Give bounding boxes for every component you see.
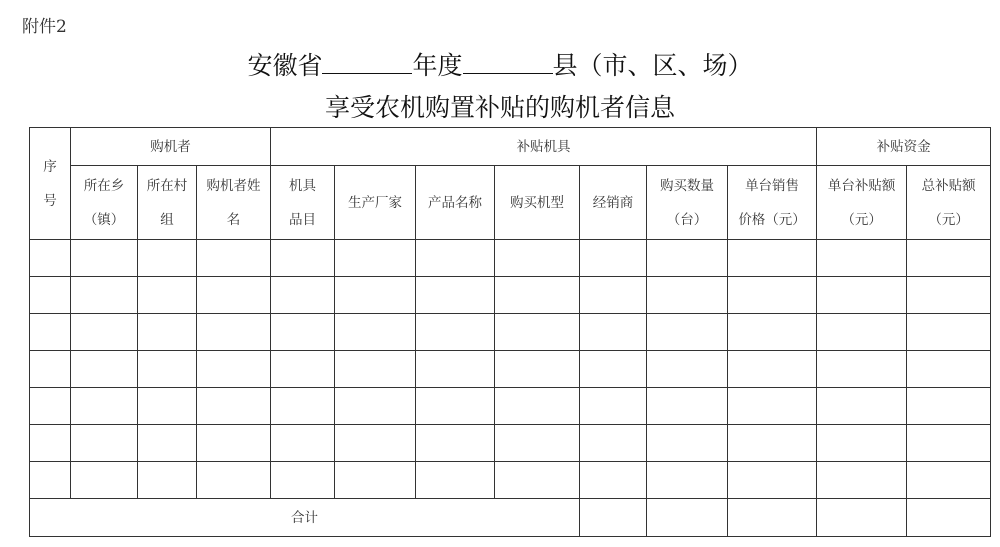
table-cell[interactable]	[580, 425, 647, 462]
table-cell[interactable]	[647, 425, 728, 462]
table-row	[30, 388, 991, 425]
title-blank-year	[322, 49, 412, 74]
table-cell[interactable]	[416, 277, 495, 314]
buyer-info-table	[29, 127, 991, 537]
table-cell[interactable]	[30, 351, 71, 388]
table-cell[interactable]	[580, 277, 647, 314]
header-unit-price: 单台销售 价格（元）	[728, 166, 817, 240]
total-cell[interactable]	[907, 499, 991, 537]
total-label: 合计	[30, 499, 580, 537]
table-cell[interactable]	[580, 351, 647, 388]
table-cell[interactable]	[197, 277, 271, 314]
table-cell[interactable]	[580, 240, 647, 277]
table-cell[interactable]	[71, 388, 138, 425]
table-cell[interactable]	[197, 388, 271, 425]
table-cell[interactable]	[335, 351, 416, 388]
header-machine-category: 机具 品目	[271, 166, 335, 240]
table-cell[interactable]	[197, 314, 271, 351]
table-cell[interactable]	[271, 277, 335, 314]
table-cell[interactable]	[647, 240, 728, 277]
table-cell[interactable]	[416, 240, 495, 277]
table-cell[interactable]	[197, 351, 271, 388]
table-cell[interactable]	[138, 277, 197, 314]
table-cell[interactable]	[728, 277, 817, 314]
table-cell[interactable]	[71, 277, 138, 314]
table-cell[interactable]	[907, 314, 991, 351]
table-row	[30, 425, 991, 462]
table-cell[interactable]	[71, 462, 138, 499]
table-cell[interactable]	[416, 351, 495, 388]
table-cell[interactable]	[271, 388, 335, 425]
table-cell[interactable]	[335, 314, 416, 351]
title-province: 安徽省	[247, 51, 323, 80]
table-cell[interactable]	[138, 425, 197, 462]
table-cell[interactable]	[647, 462, 728, 499]
table-cell[interactable]	[728, 314, 817, 351]
table-cell[interactable]	[71, 240, 138, 277]
table-cell[interactable]	[197, 240, 271, 277]
table-cell[interactable]	[138, 240, 197, 277]
total-cell[interactable]	[647, 499, 728, 537]
header-buyer-name: 购机者姓 名	[197, 166, 271, 240]
title-county: 县（市、区、场）	[552, 51, 753, 80]
table-cell[interactable]	[416, 425, 495, 462]
title-blank-county	[463, 49, 553, 74]
table-cell[interactable]	[580, 314, 647, 351]
table-cell[interactable]	[907, 277, 991, 314]
table-cell[interactable]	[495, 425, 580, 462]
table-cell[interactable]	[817, 462, 907, 499]
table-cell[interactable]	[495, 351, 580, 388]
title-year: 年度	[412, 51, 463, 80]
table-cell[interactable]	[416, 314, 495, 351]
header-model: 购买机型	[495, 166, 580, 240]
header-village-group: 所在村 组	[138, 166, 197, 240]
table-cell[interactable]	[817, 388, 907, 425]
table-body	[30, 240, 991, 499]
table-cell[interactable]	[138, 462, 197, 499]
table-row	[30, 277, 991, 314]
table-cell[interactable]	[817, 425, 907, 462]
total-cell[interactable]	[817, 499, 907, 537]
table-cell[interactable]	[495, 314, 580, 351]
table-cell[interactable]	[495, 277, 580, 314]
table-cell[interactable]	[907, 351, 991, 388]
table-cell[interactable]	[30, 240, 71, 277]
table-cell[interactable]	[30, 277, 71, 314]
header-product-name: 产品名称	[416, 166, 495, 240]
table-cell[interactable]	[647, 277, 728, 314]
table-cell[interactable]	[580, 388, 647, 425]
table-cell[interactable]	[30, 314, 71, 351]
table-cell[interactable]	[817, 240, 907, 277]
table-cell[interactable]	[907, 425, 991, 462]
table-cell[interactable]	[30, 462, 71, 499]
table-cell[interactable]	[495, 388, 580, 425]
table-cell[interactable]	[30, 388, 71, 425]
table-cell[interactable]	[271, 462, 335, 499]
table-cell[interactable]	[907, 388, 991, 425]
table-cell[interactable]	[197, 425, 271, 462]
table-row	[30, 240, 991, 277]
table-cell[interactable]	[817, 314, 907, 351]
table-cell[interactable]	[495, 462, 580, 499]
table-cell[interactable]	[647, 351, 728, 388]
table-cell[interactable]	[335, 240, 416, 277]
table-cell[interactable]	[728, 388, 817, 425]
total-cell[interactable]	[728, 499, 817, 537]
table-cell[interactable]	[271, 314, 335, 351]
table-row	[30, 462, 991, 499]
table-cell[interactable]	[495, 240, 580, 277]
header-total-subsidy: 总补贴额 （元）	[907, 166, 991, 240]
total-cell[interactable]	[580, 499, 647, 537]
table-cell[interactable]	[71, 314, 138, 351]
header-manufacturer: 生产厂家	[335, 166, 416, 240]
header-group-buyer: 购机者	[71, 128, 271, 166]
table-cell[interactable]	[30, 425, 71, 462]
table-cell[interactable]	[138, 314, 197, 351]
table-cell[interactable]	[335, 388, 416, 425]
table-cell[interactable]	[907, 462, 991, 499]
header-seq: 序 号	[30, 128, 71, 240]
table-cell[interactable]	[647, 388, 728, 425]
table-cell[interactable]	[580, 462, 647, 499]
header-quantity: 购买数量 （台）	[647, 166, 728, 240]
table-cell[interactable]	[271, 240, 335, 277]
table-cell[interactable]	[271, 425, 335, 462]
table-cell[interactable]	[907, 240, 991, 277]
table-cell[interactable]	[271, 351, 335, 388]
table-cell[interactable]	[335, 462, 416, 499]
form-title-line1	[0, 46, 1000, 82]
table-cell[interactable]	[647, 314, 728, 351]
table-row	[30, 351, 991, 388]
table-cell[interactable]	[728, 462, 817, 499]
attachment-label: 附件2	[22, 17, 67, 37]
table-cell[interactable]	[138, 388, 197, 425]
table-cell[interactable]	[728, 351, 817, 388]
header-township: 所在乡 （镇）	[71, 166, 138, 240]
table-cell[interactable]	[197, 462, 271, 499]
table-cell[interactable]	[416, 388, 495, 425]
header-group-fund: 补贴资金	[817, 128, 991, 166]
header-group-machine: 补贴机具	[271, 128, 817, 166]
table-cell[interactable]	[138, 351, 197, 388]
table-cell[interactable]	[71, 425, 138, 462]
header-unit-subsidy: 单台补贴额 （元）	[817, 166, 907, 240]
table-cell[interactable]	[335, 277, 416, 314]
header-dealer: 经销商	[580, 166, 647, 240]
table-cell[interactable]	[71, 351, 138, 388]
table-cell[interactable]	[817, 351, 907, 388]
table-cell[interactable]	[728, 425, 817, 462]
form-title-line2: 享受农机购置补贴的购机者信息	[324, 93, 675, 122]
table-cell[interactable]	[728, 240, 817, 277]
table-cell[interactable]	[335, 425, 416, 462]
table-cell[interactable]	[817, 277, 907, 314]
table-cell[interactable]	[416, 462, 495, 499]
table-row	[30, 314, 991, 351]
